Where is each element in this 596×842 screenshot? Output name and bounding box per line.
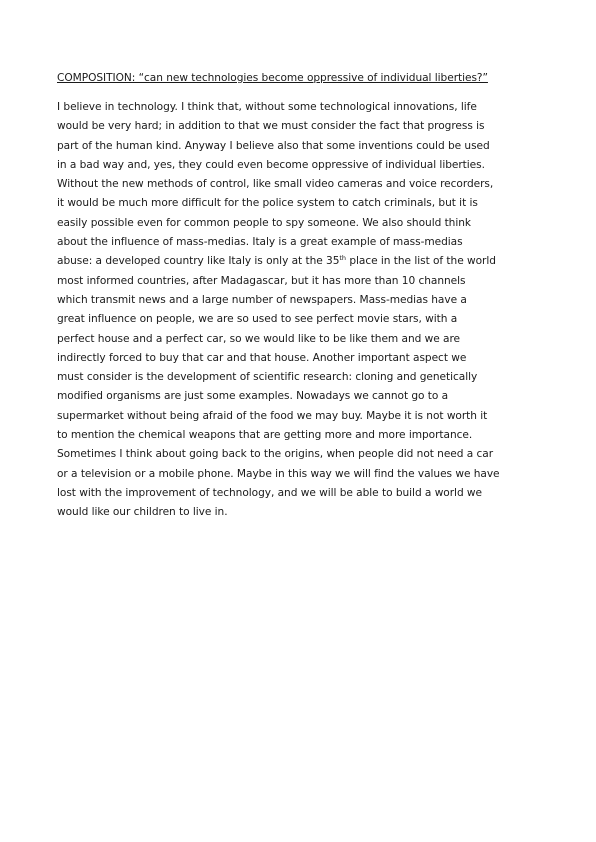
essay-line: about the influence of mass-medias. Italy is a great example of mass-medias xyxy=(57,236,463,249)
essay-line: which transmit news and a large number of newspapers. Mass-medias have a xyxy=(57,293,467,306)
essay-body xyxy=(57,98,557,523)
essay-line: most informed countries, after Madagascar, but it has more than 10 channels xyxy=(57,274,466,287)
essay-line: to mention the chemical weapons that are getting more and more importance. xyxy=(57,429,473,442)
essay-line: supermarket without being afraid of the food we may buy. Maybe it is not worth it xyxy=(57,409,488,422)
essay-line: must consider is the development of scientific research: cloning and genetically xyxy=(57,371,478,384)
composition-title: COMPOSITION: “can new technologies become oppressive of individual liberties?” xyxy=(57,72,488,84)
essay-line: easily possible even for common people to spy someone. We also should think xyxy=(57,216,471,229)
ordinal-suffix: th xyxy=(339,254,346,263)
essay-line: great influence on people, we are so used to see perfect movie stars, with a xyxy=(57,313,458,326)
essay-line-text: abuse: a developed country like Italy is only at the 35 xyxy=(57,255,340,268)
essay-line: or a television or a mobile phone. Maybe in this way we will find the values we have xyxy=(57,467,500,480)
essay-line: in a bad way and, yes, they could even become oppressive of individual liberties. xyxy=(57,158,485,171)
essay-line: lost with the improvement of technology, and we will be able to build a world we xyxy=(57,486,483,499)
essay-line: Without the new methods of control, like small video cameras and voice recorders, xyxy=(57,178,494,191)
essay-line: modified organisms are just some examples. Nowadays we cannot go to a xyxy=(57,390,449,403)
essay-line: Sometimes I think about going back to the origins, when people did not need a car xyxy=(57,448,494,461)
essay-line: would like our children to live in. xyxy=(57,506,228,519)
essay-line: I believe in technology. I think that, without some technological innovations, life xyxy=(57,101,477,113)
essay-line xyxy=(57,252,557,271)
essay-line: it would be much more difficult for the police system to catch criminals, but it is xyxy=(57,197,478,210)
essay-line-text: place in the list of the world xyxy=(346,255,496,268)
essay-line: part of the human kind. Anyway I believe also that some inventions could be used xyxy=(57,139,490,152)
essay-line: perfect house and a perfect car, so we would like to be like them and we are xyxy=(57,332,460,345)
essay-line: would be very hard; in addition to that we must consider the fact that progress is xyxy=(57,120,485,133)
essay-line: indirectly forced to buy that car and that house. Another important aspect we xyxy=(57,351,467,364)
